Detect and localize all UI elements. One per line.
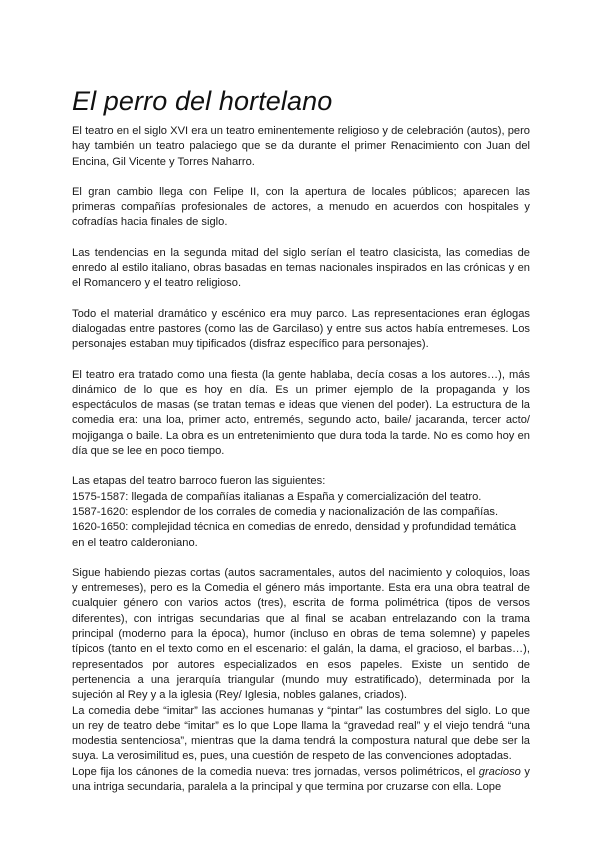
page-title: El perro del hortelano	[72, 86, 333, 117]
paragraph-intro: El teatro en el siglo XVI era un teatro eminentemente religioso y de celebración (autos), pero hay también un teatro palaciego que se da durante el primer Renacimiento con Juan del Encina, Gil Vicente y Torres Naharro.	[72, 125, 530, 168]
stage-item: 1587-1620: esplendor de los corrales de comedia y nacionalización de las compañías.	[72, 505, 499, 518]
paragraph-imitar: La comedia debe “imitar” las acciones humanas y “pintar” las costumbres del siglo. Lo que un rey de teatro debe “imitar” es lo que Lope llama la “gravedad real” y el viejo tendrá “una modestia sentenciosa”, mientras que la dama tendrá la compostura natural que debe ser la suya. La verosimilitud es, pues, una cuestión de respeto de las convenciones adoptadas.	[72, 704, 530, 763]
paragraph-lope	[72, 765, 530, 796]
stages-list	[72, 474, 530, 550]
paragraph-tendencias: Las tendencias en la segunda mitad del siglo serían el teatro clasicista, las comedias de enredo al estilo italiano, obras basadas en temas nacionales inspirados en las crónicas y en el Romancero y el teatro religioso.	[72, 246, 530, 290]
paragraph-felipe: El gran cambio llega con Felipe II, con la apertura de locales públicos; aparecen las primeras compañías profesionales de actores, a menudo en acuerdos con hospitales y cofradías hacia finales de siglo.	[72, 185, 530, 229]
lope-text-end: y una intriga secundaria, paralela a la principal y que termina por cruzarse con ella. Lope	[72, 765, 530, 793]
document-body	[72, 124, 530, 795]
paragraph-material: Todo el material dramático y escénico era muy parco. Las representaciones eran églogas dialogadas entre pastores (como las de Garcilaso) y entre sus actos había entremeses. Los personajes estaban muy tipificados (disfraz específico para personajes).	[72, 307, 530, 351]
paragraph-fiesta: El teatro era tratado como una fiesta (la gente hablaba, decía cosas a los autores…), más dinámico de lo que es hoy en día. Es un primer ejemplo de la propaganda y los espectáculos de masas (se tratan temas e ideas que vienen del poder). La estructura de la comedia era: una loa, primer acto, entremés, segundo acto, baile/ jacaranda, tercer acto/ mojiganga o baile. La obra es un entretenimiento que dura toda la tarde. No es como hoy en día que se lee en poco tiempo.	[72, 368, 530, 458]
lope-text-start: Lope fija los cánones de la comedia nueva: tres jornadas, versos polimétricos, el	[72, 765, 479, 778]
stage-item: 1620-1650: complejidad técnica en comedias de enredo, densidad y profundidad temática en el teatro calderoniano.	[72, 521, 517, 549]
stages-intro: Las etapas del teatro barroco fueron las siguientes:	[72, 475, 326, 488]
gracioso-term: gracioso	[478, 765, 521, 778]
paragraph-comedia: Sigue habiendo piezas cortas (autos sacramentales, autos del nacimiento y coloquios, loas y entremeses), pero es la Comedia el género más importante. Esta era una obra teatral de cualquier género con varios actos (tres), escrita de forma polimétrica (tipos de versos diferentes), con intrigas secundarias que al final se acaban entrelazando con la trama principal (moderno para la época), humor (incluso en obras de tema solemne) y papeles típicos (tanto en el texto como en el escenario: el galán, la dama, el gracioso, el barbas…), representados por autores especializados en esos papeles. Existe un sentido de pertenencia a una jerarquía triangular (mundo muy estratificado), determinada por la sujeción al Rey y a la iglesia (Rey/ Iglesia, nobles galanes, criados).	[72, 566, 530, 702]
stage-item: 1575-1587: llegada de compañías italianas a España y comercialización del teatro.	[72, 490, 482, 503]
